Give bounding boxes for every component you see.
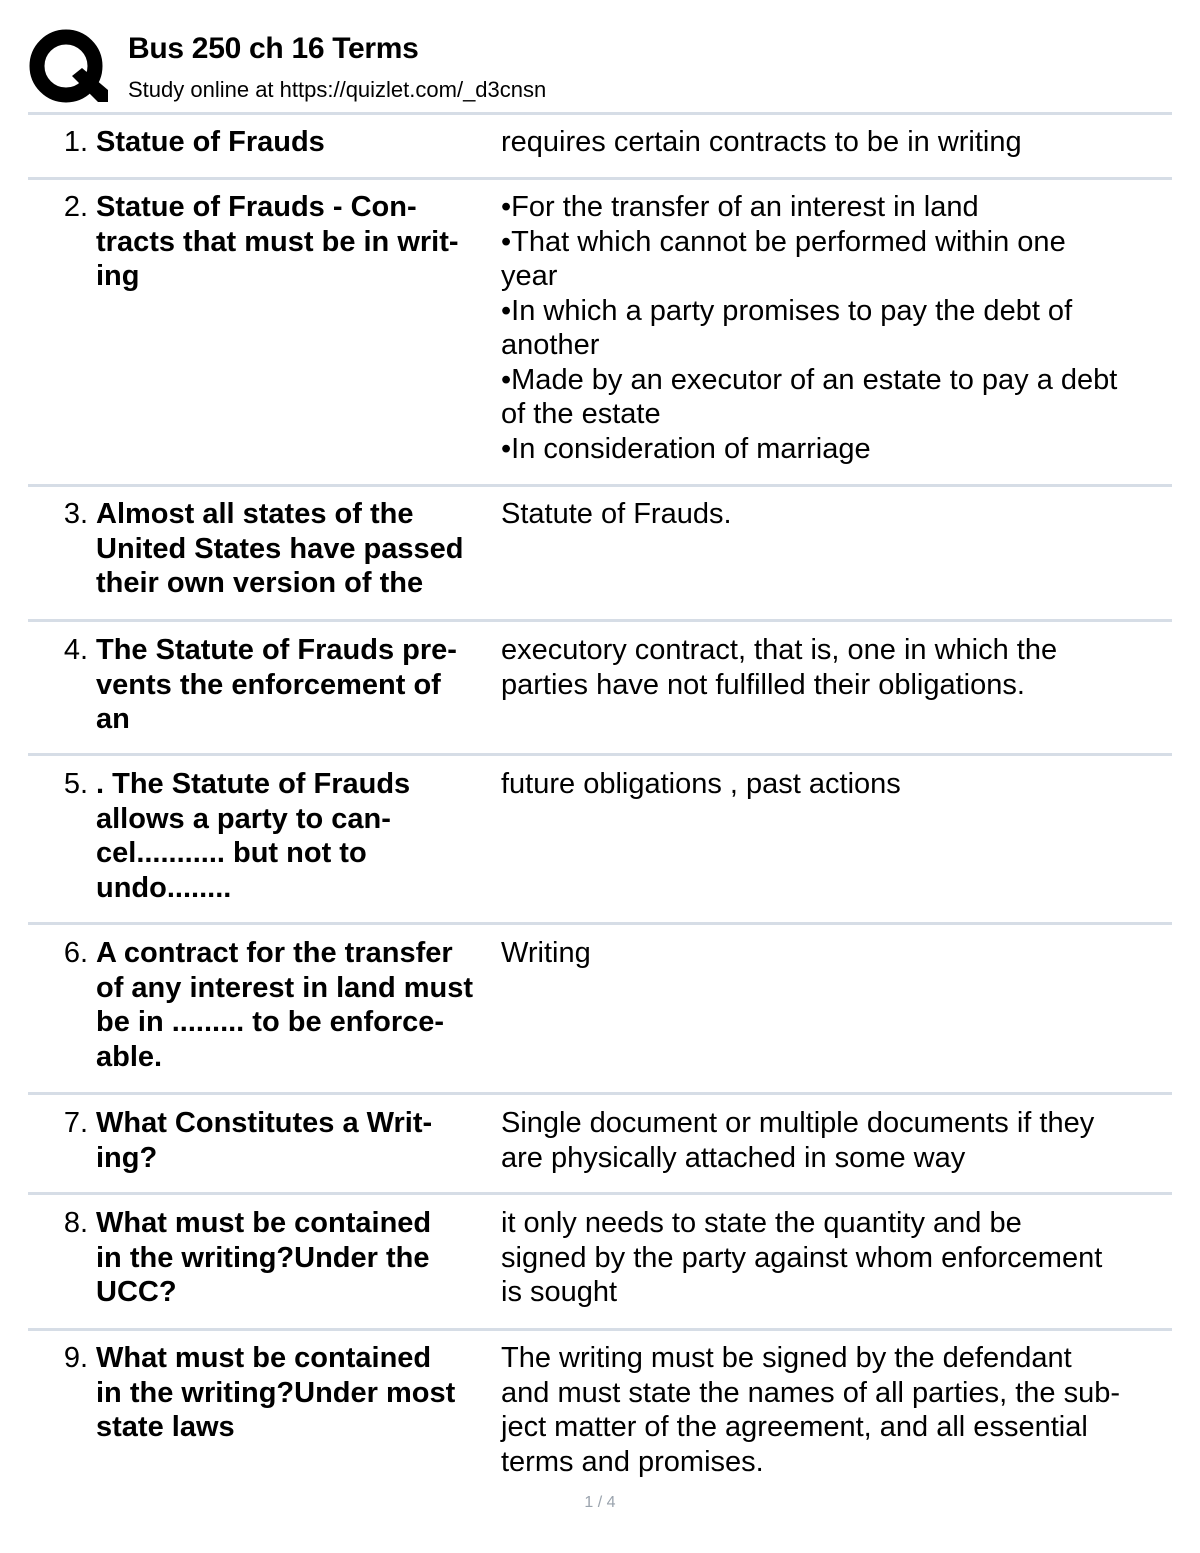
card-definition: future obligations , past actions	[501, 768, 901, 800]
card-number: 5.	[63, 768, 88, 800]
card-number: 4.	[63, 634, 88, 666]
card-term: Almost all states of the United States have passed their own version of the	[96, 498, 464, 599]
card-definition: The writing must be signed by the defendant and must state the names of all parties, the sub- ject matter of the agreement, and all essential terms and promises.	[501, 1342, 1120, 1478]
divider	[28, 484, 1172, 487]
card-definition: executory contract, that is, one in which the parties have not fulfilled their obligations.	[501, 634, 1058, 701]
card-number: 2.	[63, 191, 88, 223]
card-definition: •For the transfer of an interest in land •That which cannot be performed within one year •In which a party promises to pay the debt of another •Made by an executor of an estate to pay a debt of the estate •In consideration of marriage	[501, 191, 1118, 465]
divider	[28, 753, 1172, 756]
divider	[28, 1192, 1172, 1195]
card-term: A contract for the transfer of any interest in land must be in ......... to be enforce- able.	[96, 937, 474, 1073]
card-definition: Writing	[501, 937, 591, 969]
study-online-link[interactable]: Study online at https://quizlet.com/_d3cnsn	[128, 77, 547, 102]
card-number: 6.	[63, 937, 88, 969]
divider	[28, 112, 1172, 115]
card-definition: it only needs to state the quantity and be signed by the party against whom enforcement is sought	[501, 1207, 1103, 1308]
quizlet-q-logo-icon	[28, 28, 108, 108]
divider	[28, 1092, 1172, 1095]
card-term: . The Statute of Frauds allows a party to can- cel........... but not to undo........	[96, 768, 411, 904]
divider	[28, 177, 1172, 180]
header	[28, 26, 1172, 112]
card-definition: Single document or multiple documents if they are physically attached in some way	[501, 1107, 1095, 1174]
page-title: Bus 250 ch 16 Terms	[128, 32, 419, 65]
card-definition: requires certain contracts to be in writing	[501, 126, 1022, 158]
card-definition: Statute of Frauds.	[501, 498, 732, 530]
card-number: 9.	[63, 1342, 88, 1374]
divider	[28, 1328, 1172, 1331]
divider	[28, 922, 1172, 925]
card-term: Statue of Frauds - Con- tracts that must be in writ- ing	[96, 191, 459, 292]
card-term: What must be contained in the writing?Under most state laws	[96, 1342, 456, 1443]
card-number: 7.	[63, 1107, 88, 1139]
divider	[28, 619, 1172, 622]
card-number: 8.	[63, 1207, 88, 1239]
card-number: 1.	[63, 126, 88, 158]
page-number: 1 / 4	[584, 1494, 616, 1511]
card-term: What must be contained in the writing?Under the UCC?	[96, 1207, 432, 1308]
card-number: 3.	[63, 498, 88, 530]
card-term: What Constitutes a Writ- ing?	[96, 1107, 433, 1174]
card-term: The Statute of Frauds pre- vents the enforcement of an	[96, 634, 457, 735]
card-term: Statue of Frauds	[96, 126, 325, 158]
